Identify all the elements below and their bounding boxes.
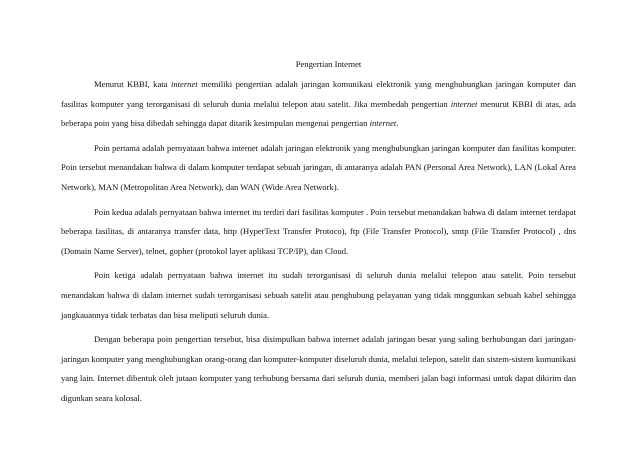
paragraph-italic-term: internet (450, 98, 478, 109)
paragraph-text: . (396, 118, 399, 129)
paragraph-text: Poin ketiga adalah pernyataan bahwa internet itu sudah terorganisasi di seluruh dunia melalui telepon atau satelit. Poin tersebut menandakan bahwa di dalam internet sudah terorganisasi sebuah satelit atau penghubung pelayanan yang tidak mnggunkan sebuah kabel sehingga jangkauannya tidak terbatas dan bisa meliputi seluruh dunia. (61, 270, 576, 320)
paragraph-point-three (61, 266, 576, 325)
paragraph-italic-term: internet (369, 118, 397, 129)
paragraph-text: memiliki pengertian adalah jaringan komunikasi elektronik yang menghubungkan jaringan komputer dan fasilitas komputer yang terorganisasi di seluruh dunia melalui telepon atau satelit. Jika membedah pengertian (61, 79, 576, 109)
paragraph-kbbi-definition (61, 75, 576, 134)
paragraph-text: Menurut KBBI, kata (94, 79, 171, 89)
paragraph-italic-term: internet (170, 79, 198, 89)
document-page (61, 58, 576, 409)
paragraph-text: Dengan beberapa poin pengertian tersebut, bisa disimpulkan bahwa internet adalah jaringan besar yang saling berhubungan dari jaringan-jaringan komputer yang menghubungkan orang-orang dan komputer-komputer diseluruh dunia, melalui telepon, satelit dan sistem-sistem komunikasi yang lain. Internet dibentuk oleh jutaan komputer yang terhubung bersama dari seluruh dunia, memberi jalan bagi informasi untuk dapat dikirim dan digunkan seara kolosal. (61, 334, 576, 403)
paragraph-point-one (61, 139, 576, 198)
paragraph-text: Poin pertama adalah pernyataan bahwa internet adalah jaringan elektronik yang menghubungkan jaringan komputer dan fasilitas komputer. Poin tersebut menandakan bahwa di dalam komputer terdapat sebuah jaringan, di antaranya adalah PAN (Personal Area Network), LAN (Lokal Area Network), MAN (Metropolitan Area Network), dan WAN (Wide Area Network). (61, 142, 576, 192)
document-title: Pengertian Internet (295, 59, 362, 69)
paragraph-text: Poin kedua adalah pernyataan bahwa internet itu terdiri dari fasilitas komputer . Poin tersebut menandakan bahwa di dalam internet terdapat beberapa fasilitas, di antaranya transfer data, http (HyperText Transfer Protoco), ftp (File Transfer Protocol), smtp (File Transfer Protocol) , dns (Domain Name Server), telnet, gopher (protokol layer aplikasi TCP/IP), dan Cloud. (61, 206, 576, 256)
paragraph-text: menurut KBBI di atas, ada beberapa poin yang bisa dibedah sehingga dapat ditarik kesimpulan mengenai pengertian (61, 98, 576, 129)
paragraph-point-two (61, 203, 576, 262)
paragraph-conclusion (61, 330, 576, 408)
